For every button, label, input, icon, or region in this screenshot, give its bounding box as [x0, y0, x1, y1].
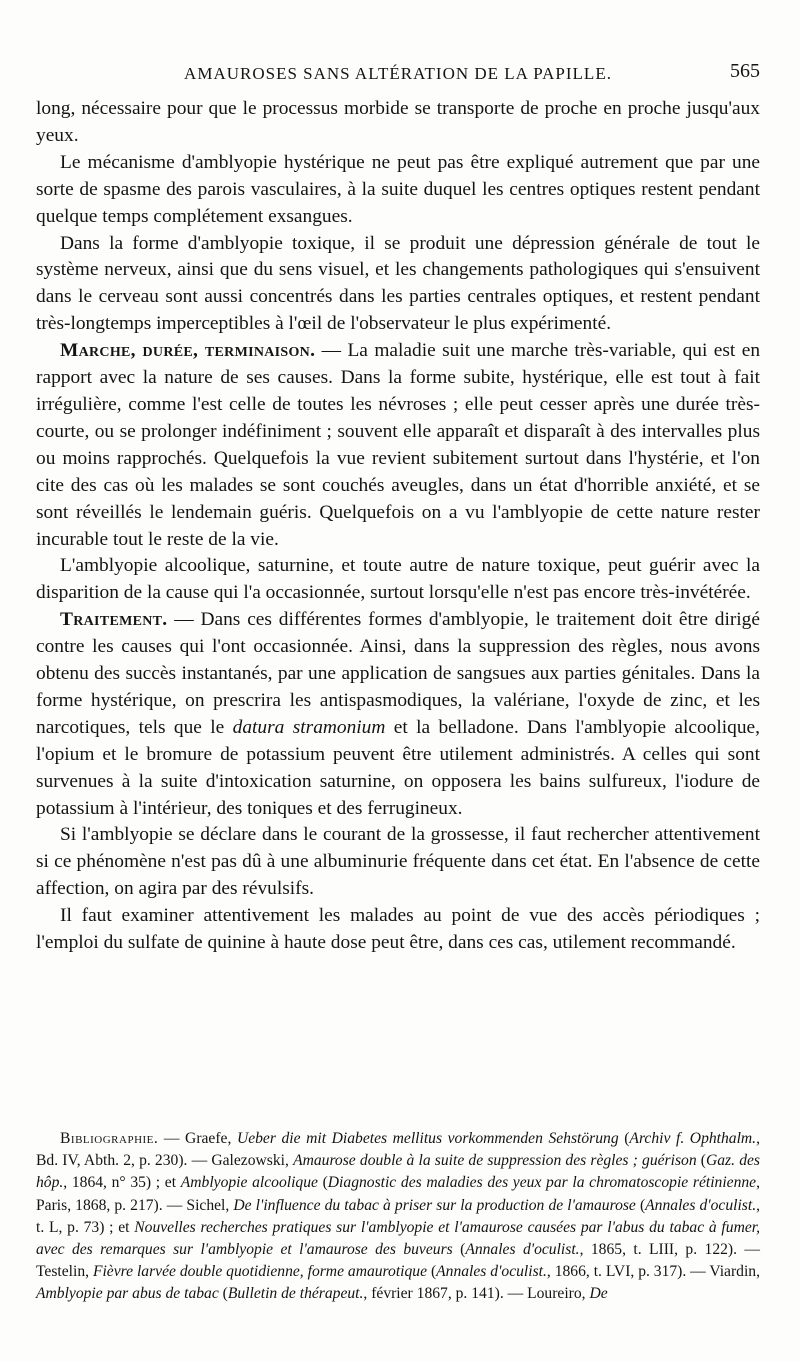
bibliography-label: Bibliographie. — [60, 1130, 159, 1147]
citation-title: De l'influence du tabac à priser sur la production de l'amaurose — [233, 1196, 636, 1214]
paragraph-periodic: Il faut examiner attentivement les malades au point de vue des accès périodiques ; l'emploi du sulfate de quinine à haute dose peut être, dans ces cas, utilement recommandé. — [36, 905, 760, 954]
bibliography: Bibliographie. — Graefe, Ueber die mit Diabetes mellitus vorkommenden Sehstörung (Archiv f. Ophthalm., Bd. IV, Abth. 2, p. 230). — Galezowski, Amaurose double à la suite de suppression des règles ; guérison (Gaz. des hôp., 1864, n° 35) ; et Amblyopie alcoolique (Diagnostic des maladies des yeux par la chromatoscopie rétinienne, Paris, 1868, p. 217). — Sichel, De l'influence du tabac à priser sur la production de l'amaurose (Annales d'oculist., t. L, p. 73) ; et Nouvelles recherches pratiques sur l'amblyopie et l'amaurose causées par l'abus du tabac à fumer, avec des remarques sur l'amblyopie et l'amaurose des buveurs (Annales d'oculist., 1865, t. LIII, p. 122). — Testelin, Fièvre larvée double quotidienne, forme amaurotique (Annales d'oculist., 1866, t. LVI, p. 317). — Viardin, Amblyopie par abus de tabac (Bulletin de thérapeut., février 1867, p. 141). — Loureiro, De — [36, 1130, 761, 1303]
paragraph-alcoholic: L'amblyopie alcoolique, saturnine, et toute autre de nature toxique, peut guérir avec la disparition de la cause qui l'a occasionnée, surtout lorsqu'elle n'est pas encore très-invétérée. — [36, 555, 760, 604]
paragraph-treatment: Traitement. — Dans ces différentes formes d'amblyopie, le traitement doit être dirigé contre les causes qui l'ont occasionnée. Ainsi, dans la suppression des règles, nous avons obtenu des succès instantanés, par une application de sangsues aux parties génitales. Dans la forme hystérique, on prescrira les antispasmodiques, la valériane, l'oxyde de zinc, et les narcotiques, tels que le datura stramonium et la belladone. Dans l'amblyopie alcoolique, l'opium et le bromure de potassium peuvent être utilement administrés. A celles qui sont survenues à la suite d'intoxication saturnine, on opposera les bains sulfureux, l'iodure de potassium à l'intérieur, des toniques et des ferrugineux. — [36, 609, 760, 819]
citation-title: Amblyopie par abus de tabac — [36, 1285, 219, 1303]
citation-title: De — [589, 1285, 608, 1303]
body-text — [36, 96, 760, 957]
running-header — [36, 60, 760, 88]
paragraph-continuation: long, nécessaire pour que le processus morbide se transporte de proche en proche jusqu'aux yeux. — [36, 98, 760, 146]
section-heading-course: Marche, durée, terminaison. — [60, 340, 316, 362]
journal-name: Bulletin de thérapeut. — [227, 1285, 364, 1303]
journal-name: Annales d'oculist. — [436, 1263, 547, 1281]
running-title: AMAUROSES SANS ALTÉRATION DE LA PAPILLE. — [184, 64, 612, 83]
journal-name: Archiv f. Ophthalm. — [629, 1130, 757, 1147]
citation-title: Fièvre larvée double quotidienne, forme amaurotique — [92, 1263, 428, 1281]
citation-title: Diagnostic des maladies des yeux par la chromatoscopie rétinienne — [327, 1174, 757, 1192]
citation-title: Ueber die mit Diabetes mellitus vorkommenden Sehstörung — [236, 1130, 619, 1147]
journal-name: Annales d'oculist. — [465, 1241, 580, 1259]
italic-term: datura stramonium — [232, 716, 386, 738]
section-heading-treatment: Traitement. — [60, 609, 168, 631]
paragraph-course: Marche, durée, terminaison. — La maladie suit une marche très-variable, qui est en rapport avec la nature de ses causes. Dans la forme subite, hystérique, elle est tout à fait irrégulière, comme l'est celle de toutes les névroses ; elle peut cesser après une durée très-courte, ou se prolonger indéfiniment ; souvent elle apparaît et disparaît à des intervalles plus ou moins rapprochés. Quelquefois la vue revient subitement surtout dans l'hystérie, et l'on cite des cas où les malades se sont couchés aveugles, dans un état d'horrible anxiété, et se sont réveillés le lendemain guéris. Quelquefois on a vu l'amblyopie de cette nature rester incurable tout le reste de la vie. — [36, 340, 761, 550]
journal-name: Annales d'oculist. — [645, 1196, 757, 1214]
citation-title: Nouvelles recherches pratiques sur l'amblyopie et l'amaurose causées par l'abus du tabac à fumer, avec des remarques sur l'amblyopie et l'amaurose des buveurs — [36, 1218, 760, 1259]
paragraph-hysteric-mechanism: Le mécanisme d'amblyopie hystérique ne peut pas être expliqué autrement que par une sorte de spasme des parois vasculaires, à la suite duquel les centres optiques restent pendant quelque temps complétement exsangues. — [36, 151, 760, 227]
journal-name: Gaz. des hôp. — [36, 1152, 760, 1192]
citation-title: Amaurose double à la suite de suppression des règles ; guérison — [293, 1152, 697, 1170]
paragraph-pregnancy: Si l'amblyopie se déclare dans le courant de la grossesse, il faut rechercher attentivement si ce phénomène n'est pas dû à une albuminurie fréquente dans cet état. En l'absence de cette affection, on agira par des révulsifs. — [36, 824, 760, 900]
paragraph-toxic-form: Dans la forme d'amblyopie toxique, il se produit une dépression générale de tout le système nerveux, ainsi que du sens visuel, et les changements pathologiques qui s'ensuivent dans le cerveau sont aussi concentrés dans les parties centrales optiques, et restent pendant très-longtemps imperceptibles à l'œil de l'observateur le plus expérimenté. — [36, 232, 760, 335]
citation-title: Amblyopie alcoolique — [180, 1174, 318, 1192]
page-number: 565 — [730, 60, 760, 82]
